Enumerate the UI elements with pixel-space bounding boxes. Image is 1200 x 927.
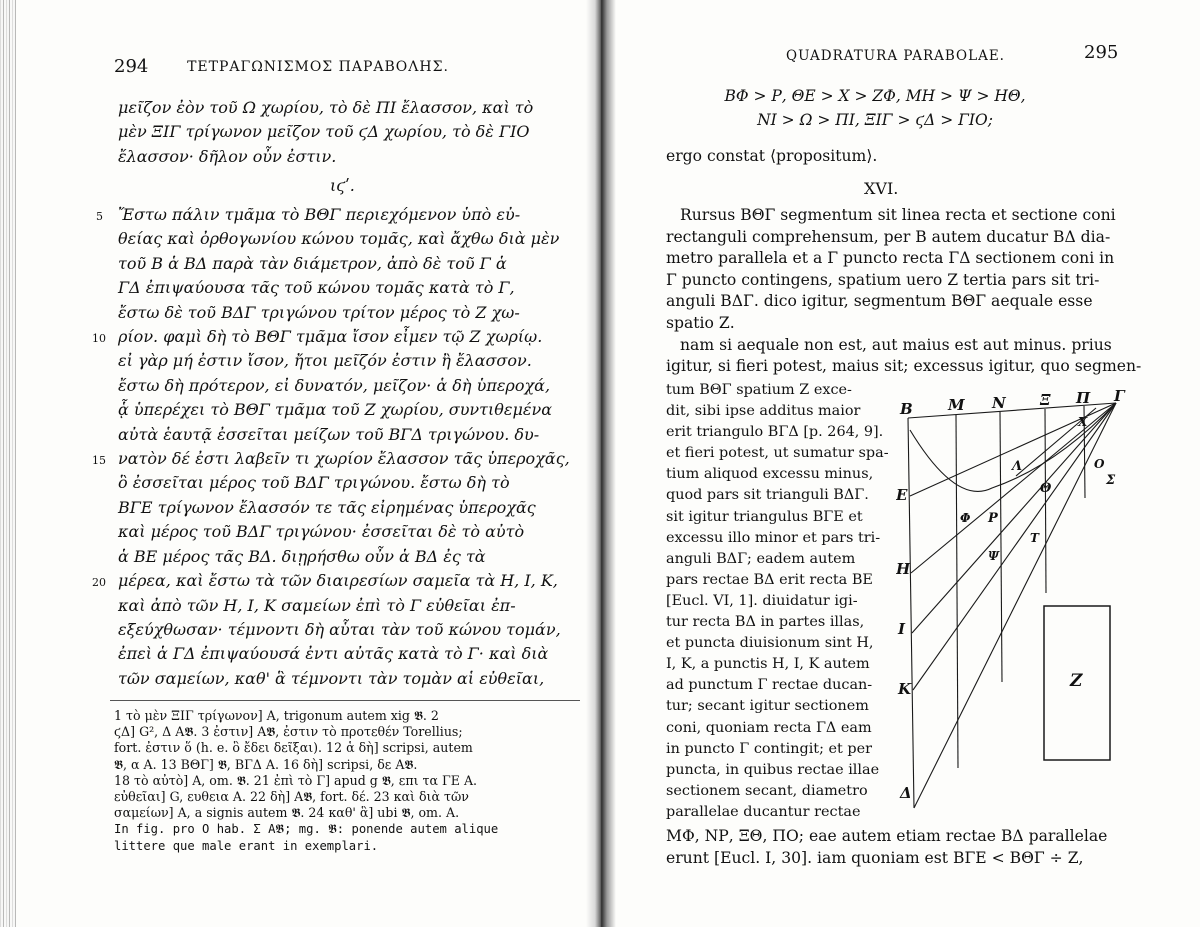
text-line: Ἔστω πάλιν τμᾶμα τὸ ΒΘΓ περιεχόμενον ὑπὸ εὐ-: [118, 205, 521, 224]
label-X: Χ: [1078, 415, 1088, 429]
label-Sigma: Σ: [1106, 473, 1116, 488]
section-mark: ιϛʹ.: [330, 176, 355, 195]
text-line: tum ΒΘΓ spatium Ζ exce-: [666, 382, 852, 398]
diameter-b-delta: [908, 418, 914, 808]
main-greek-text: [118, 203, 570, 691]
text-line: ΓΔ ἐπιψαύουσα τᾶς τοῦ κώνου τομᾶς κατὰ τὸ Γ,: [118, 278, 515, 298]
text-line: τῶν σαμείων, καθ' ἃ τέμνοντι τὰν τομὰν αἱ εὐθεῖαι,: [118, 668, 545, 688]
text-line: sectionem secant, diametro: [666, 782, 868, 799]
page-number-right: 295: [1084, 42, 1119, 63]
text-line: ᾇ ὑπερέχει τὸ ΒΘΓ τμᾶμα τοῦ Ζ χωρίου, συντιθεμένα: [118, 400, 553, 420]
text-line: Rursus ΒΘΓ segmentum sit linea recta et sectione coni: [680, 206, 1116, 224]
note-line: 𝕭, α A. 13 ΒΘΓ] 𝕭, ΒΓΔ A. 16 δὴ] scripsi, δε A𝕭.: [114, 756, 418, 772]
label-E: Ε: [896, 486, 908, 504]
line-number: 5: [96, 210, 103, 223]
label-Z: Ζ: [1070, 671, 1083, 691]
text-line: εξεύχθωσαν· τέμνοντι δὴ αὗται τὰν τοῦ κώνου τομάν,: [118, 619, 561, 639]
parallel-n-rho: [1000, 412, 1002, 682]
label-Gamma: Γ: [1114, 388, 1125, 405]
note-line: σαμείων] A, a signis autem 𝕭. 24 καθ' ἃ] ubi 𝕭, om. A.: [114, 805, 460, 821]
line-number: 15: [92, 454, 106, 467]
text-line: in puncto Γ contingit; et per: [666, 740, 872, 757]
text-line: νατὸν δέ ἐστι λαβεῖν τι χωρίον ἔλασσον τᾶς ὑπεροχᾶς,: [118, 449, 570, 469]
label-K: Κ: [898, 680, 912, 698]
notes-rule: [110, 700, 580, 701]
note-line: 18 τὸ αὐτὸ] A, om. 𝕭. 21 ἐπὶ τὸ Γ] apud g 𝕭, επι τα ΓΕ A.: [114, 772, 478, 788]
page-number-left: 294: [114, 56, 149, 77]
text-line: erit triangulo ΒΓΔ [p. 264, 9].: [666, 424, 884, 441]
text-line: ΒΓΕ τρίγωνον ἔλασσόν τε τᾶς εἰρημένας ὑπεροχᾶς: [118, 497, 536, 517]
text-line: et puncta diuisionum sint Η,: [666, 635, 874, 652]
formula-line: ΝΙ > Ω > ΠΙ, ΞΙΓ > ϛΔ > ΓΙΟ;: [757, 111, 993, 130]
label-Pi: Π: [1076, 389, 1091, 407]
note-line: εὐθεῖαι] G, ευθεια A. 22 δὴ] A𝕭, fort. δέ. 23 καὶ διὰ τῶν: [114, 789, 469, 805]
label-O: Ο: [1094, 457, 1105, 471]
book-gutter: [586, 0, 616, 927]
note-line: fort. ἐστιν ὅ (h. e. ὃ ἔδει δεῖξαι). 12 ἁ δὴ] scripsi, autem: [114, 740, 473, 756]
latin-full-text: [666, 205, 1141, 378]
conclusion-line: ergo constat ⟨propositum⟩.: [666, 147, 878, 165]
label-Tau: Τ: [1030, 531, 1039, 545]
running-head-right: QUADRATURA PARABOLAE.: [786, 48, 1005, 64]
text-line: ἁ ΒΕ μέρος τᾶς ΒΔ. διῃρήσθω οὖν ἁ ΒΔ ἐς τὰ: [118, 546, 486, 566]
text-line: αὐτὰ ἑαυτᾷ ἐσσεῖται μείζων τοῦ ΒΓΔ τριγώνου. δυ-: [118, 424, 540, 444]
intro-text: [118, 96, 533, 169]
text-line: rectanguli comprehensum, per Β autem ducatur ΒΔ dia-: [666, 227, 1111, 246]
text-line: ἔλασσον· δῆλον οὖν ἐστιν.: [118, 146, 337, 166]
section-title: XVI.: [864, 179, 899, 198]
page-edge-shadow: [0, 0, 16, 927]
text-line: μεῖζον ἐὸν τοῦ Ω χωρίου, τὸ δὲ ΠΙ ἔλασσον, καὶ τὸ: [118, 98, 534, 117]
text-line: ὃ ἐσσεῖται μέρος τοῦ ΒΔΓ τριγώνου. ἔστω δὴ τὸ: [118, 473, 510, 493]
label-Theta: Θ: [1040, 481, 1052, 496]
text-line: anguli ΒΔΓ. dico igitur, segmentum ΒΘΓ aequale esse: [666, 292, 1093, 311]
label-H: Η: [896, 560, 911, 578]
text-line: quod pars sit trianguli ΒΔΓ.: [666, 487, 869, 504]
text-line: tium aliquod excessu minus,: [666, 466, 874, 483]
latin-final-text: [666, 826, 1107, 869]
text-line: erunt [Eucl. I, 30]. iam quoniam est ΒΓΕ < ΒΘΓ ÷ Ζ,: [666, 848, 1084, 867]
text-line: μὲν ΞΙΓ τρίγωνον μεῖζον τοῦ ϛΔ χωρίου, τὸ δὲ ΓΙΟ: [118, 122, 530, 142]
text-line: ad punctum Γ rectae ducan-: [666, 677, 873, 694]
latin-narrow-text: [666, 380, 889, 823]
line-number: 20: [92, 576, 106, 589]
text-line: ἔστω δὴ πρότερον, εἰ δυνατόν, μεῖζον· ἁ δὴ ὑπεροχά,: [118, 375, 551, 395]
text-line: puncta, in quibus rectae illae: [666, 761, 880, 778]
formula-line: ΒΦ > Ρ, ΘΕ > Χ > ΖΦ, ΜΗ > Ψ > ΗΘ,: [724, 87, 1026, 105]
text-line: spatio Ζ.: [666, 313, 735, 332]
label-Phi: Φ: [960, 511, 971, 525]
text-line: igitur, si fieri potest, maius sit; excessus igitur, quo segmen-: [666, 357, 1142, 376]
parallel-m-phi: [956, 415, 958, 768]
text-line: τοῦ Β ἁ ΒΔ παρὰ τὰν διάμετρον, ἀπὸ δὲ τοῦ Γ ἁ: [118, 253, 507, 273]
text-line: Γ puncto contingens, spatium uero Ζ tertia pars sit tri-: [666, 270, 1100, 289]
label-Xi: Ξ: [1040, 391, 1051, 409]
label-Rho: Ρ: [988, 511, 998, 526]
text-line: nam si aequale non est, aut maius est aut minus. prius: [680, 335, 1112, 354]
label-B: Β: [900, 400, 913, 418]
text-line: ρίον. φαμὶ δὴ τὸ ΒΘΓ τμᾶμα ἴσον εἶμεν τῷ Ζ χωρίῳ.: [118, 327, 543, 347]
text-line: μέρεα, καὶ ἔστω τὰ τῶν διαιρεσίων σαμεῖα τὰ Η, Ι, Κ,: [118, 571, 558, 591]
note-line: littere que male erant in exemplari.: [114, 838, 379, 853]
parallel-xi-theta: [1045, 409, 1046, 593]
text-line: θείας καὶ ὀρθογωνίου κώνου τομᾶς, καὶ ἄχθω διὰ μὲν: [118, 229, 560, 249]
text-line: anguli ΒΔΓ; eadem autem: [666, 550, 856, 567]
text-line: ΜΦ, ΝΡ, ΞΘ, ΠΟ; eae autem etiam rectae ΒΔ parallelae: [666, 827, 1108, 845]
label-Delta: Δ: [900, 784, 912, 802]
right-page: [600, 0, 1200, 927]
formula-block: [660, 84, 1090, 133]
text-line: pars rectae ΒΔ erit recta ΒΕ: [666, 571, 873, 588]
text-line: metro parallela et a Γ puncto recta ΓΔ sectionem coni in: [666, 249, 1115, 268]
note-line: 1 τὸ μὲν ΞΙΓ τρίγωνον] A, trigonum autem xig 𝕭. 2: [114, 708, 439, 723]
label-Lambda: Λ: [1012, 459, 1023, 474]
critical-notes: [114, 708, 498, 854]
note-line: ϛΔ] G², Δ A𝕭. 3 ἐστιν] A𝕭, ἐστιν τὸ προτεθέν Torellius;: [114, 724, 463, 740]
label-Psi: Ψ: [988, 549, 999, 563]
text-line: καὶ μέρος τοῦ ΒΔΓ τριγώνου· ἐσσεῖται δὲ τὸ αὐτὸ: [118, 522, 525, 542]
text-line: et fieri potest, ut sumatur spa-: [666, 445, 889, 462]
text-line: Ι, Κ, a punctis Η, Ι, Κ autem: [666, 656, 870, 673]
label-M: Μ: [948, 396, 965, 414]
running-head-left: ΤΕΤΡΑΓΩΝΙΣΜΟΣ ΠΑΡΑΒΟΛΗΣ.: [187, 59, 449, 75]
text-line: dit, sibi ipse additus maior: [666, 403, 861, 420]
text-line: tur; secant igitur sectionem: [666, 698, 869, 715]
text-line: ἐπεὶ ἁ ΓΔ ἐπιψαύουσά ἐντι αὐτᾶς κατὰ τὸ Γ· καὶ διὰ: [118, 644, 549, 664]
text-line: coni, quoniam recta ΓΔ eam: [666, 719, 872, 736]
text-line: excessu illo minor et pars tri-: [666, 529, 881, 546]
text-line: [Eucl. VI, 1]. diuidatur igi-: [666, 592, 858, 609]
label-N: Ν: [992, 394, 1006, 412]
label-I: Ι: [898, 620, 906, 638]
parabola-figure: [896, 388, 1136, 820]
text-line: ἔστω δὲ τοῦ ΒΔΓ τριγώνου τρίτον μέρος τὸ Ζ χω-: [118, 302, 520, 322]
note-line: In fig. pro O hab. Σ A𝕭; mg. 𝕭: ponende autem alique: [114, 822, 499, 837]
line-i-gamma: [912, 403, 1116, 633]
text-line: parallelae ducantur rectae: [666, 803, 861, 820]
text-line: καὶ ἀπὸ τῶν Η, Ι, Κ σαμείων ἐπὶ τὸ Γ εὐθεῖαι ἐπ-: [118, 595, 516, 615]
line-number: 10: [92, 332, 106, 345]
text-line: sit igitur triangulus ΒΓΕ et: [666, 508, 863, 525]
text-line: εἰ γὰρ μή ἐστιν ἴσον, ἤτοι μεῖζόν ἐστιν ἢ ἔλασσον.: [118, 351, 532, 371]
text-line: tur recta ΒΔ in partes illas,: [666, 614, 865, 631]
